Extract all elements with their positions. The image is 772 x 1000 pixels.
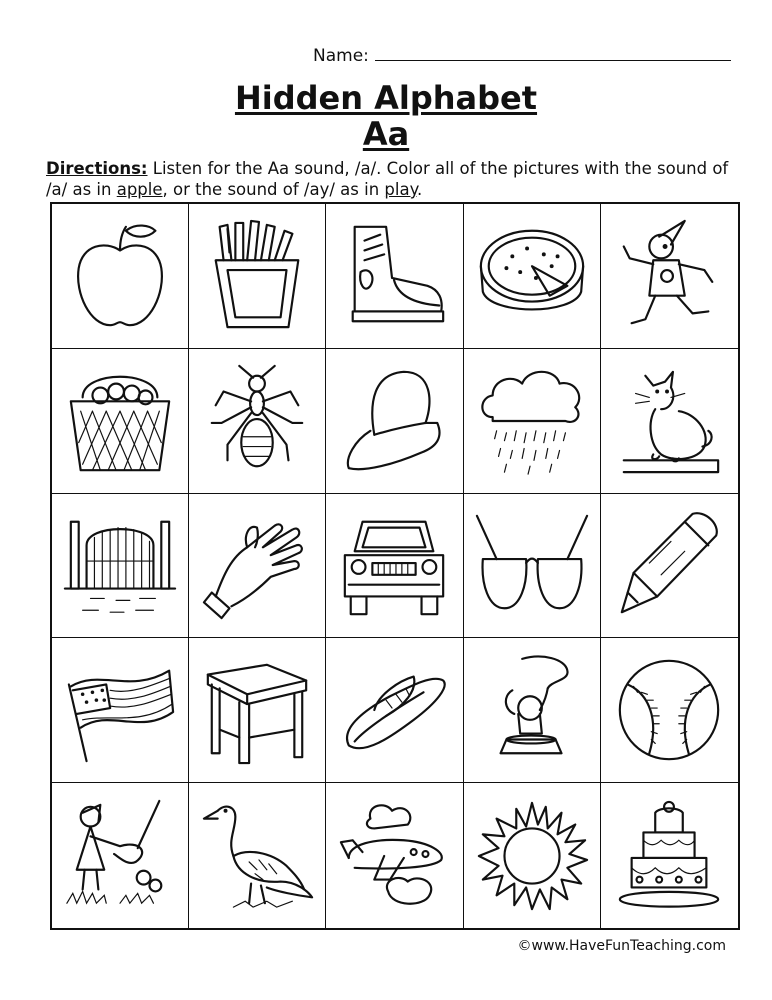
acrobat-icon bbox=[473, 651, 591, 769]
glasses-icon bbox=[473, 506, 591, 624]
picture-grid bbox=[50, 202, 740, 930]
picture-cell-basket[interactable] bbox=[52, 349, 189, 494]
picture-cell-car[interactable] bbox=[326, 494, 463, 639]
pencil-icon bbox=[610, 506, 728, 624]
girl-with-flag-icon bbox=[61, 797, 179, 915]
baseball-icon bbox=[610, 651, 728, 769]
picture-cell-rain[interactable] bbox=[464, 349, 601, 494]
hat-icon bbox=[335, 362, 453, 480]
picture-cell-acrobat[interactable] bbox=[464, 638, 601, 783]
sandal-icon bbox=[335, 651, 453, 769]
picture-cell-baseball[interactable] bbox=[601, 638, 738, 783]
stool-icon bbox=[198, 651, 316, 769]
picture-cell-goose[interactable] bbox=[189, 783, 326, 928]
example-word-apple: apple bbox=[116, 180, 163, 199]
cat-icon bbox=[610, 362, 728, 480]
picture-cell-cat[interactable] bbox=[601, 349, 738, 494]
picture-cell-sandal[interactable] bbox=[326, 638, 463, 783]
picture-cell-hat[interactable] bbox=[326, 349, 463, 494]
name-label: Name: bbox=[313, 46, 369, 66]
flag-icon bbox=[61, 651, 179, 769]
page-subtitle: Aa bbox=[362, 115, 410, 153]
ant-icon bbox=[198, 362, 316, 480]
picture-cell-airplane[interactable] bbox=[326, 783, 463, 928]
french-fries-icon bbox=[198, 217, 316, 335]
picture-cell-gate[interactable] bbox=[52, 494, 189, 639]
hand-icon bbox=[198, 506, 316, 624]
picture-cell-pencil[interactable] bbox=[601, 494, 738, 639]
rain-cloud-icon bbox=[473, 362, 591, 480]
sun-icon bbox=[473, 797, 591, 915]
picture-cell-glasses[interactable] bbox=[464, 494, 601, 639]
picture-cell-stool[interactable] bbox=[189, 638, 326, 783]
example-word-play: play bbox=[384, 180, 417, 199]
footer-copyright: ©www.HaveFunTeaching.com bbox=[517, 938, 726, 954]
name-field bbox=[313, 46, 731, 66]
picture-cell-shoe[interactable] bbox=[326, 204, 463, 349]
airplane-icon bbox=[335, 797, 453, 915]
cake-icon bbox=[610, 797, 728, 915]
directions bbox=[46, 158, 736, 200]
picture-cell-fries[interactable] bbox=[189, 204, 326, 349]
apple-icon bbox=[61, 217, 179, 335]
picture-cell-apple[interactable] bbox=[52, 204, 189, 349]
picture-cell-sun[interactable] bbox=[464, 783, 601, 928]
picture-cell-hand[interactable] bbox=[189, 494, 326, 639]
picture-cell-clown[interactable] bbox=[601, 204, 738, 349]
pie-icon bbox=[473, 217, 591, 335]
shoe-icon bbox=[335, 217, 453, 335]
car-icon bbox=[335, 506, 453, 624]
goose-icon bbox=[198, 797, 316, 915]
picture-cell-ant[interactable] bbox=[189, 349, 326, 494]
directions-text-3: . bbox=[417, 180, 423, 199]
picture-cell-flag[interactable] bbox=[52, 638, 189, 783]
directions-text-1: Listen for the Aa sound, /a/. Color all of the pictures with the sound of /a/ as in bbox=[46, 159, 729, 199]
clown-icon bbox=[610, 217, 728, 335]
picture-cell-pie[interactable] bbox=[464, 204, 601, 349]
gate-icon bbox=[61, 506, 179, 624]
basket-icon bbox=[61, 362, 179, 480]
name-blank-line[interactable] bbox=[375, 46, 731, 61]
directions-label: Directions: bbox=[46, 159, 148, 178]
picture-cell-girl[interactable] bbox=[52, 783, 189, 928]
page-title: Hidden Alphabet bbox=[234, 79, 538, 117]
picture-cell-cake[interactable] bbox=[601, 783, 738, 928]
directions-text-2: , or the sound of /ay/ as in bbox=[162, 180, 385, 199]
